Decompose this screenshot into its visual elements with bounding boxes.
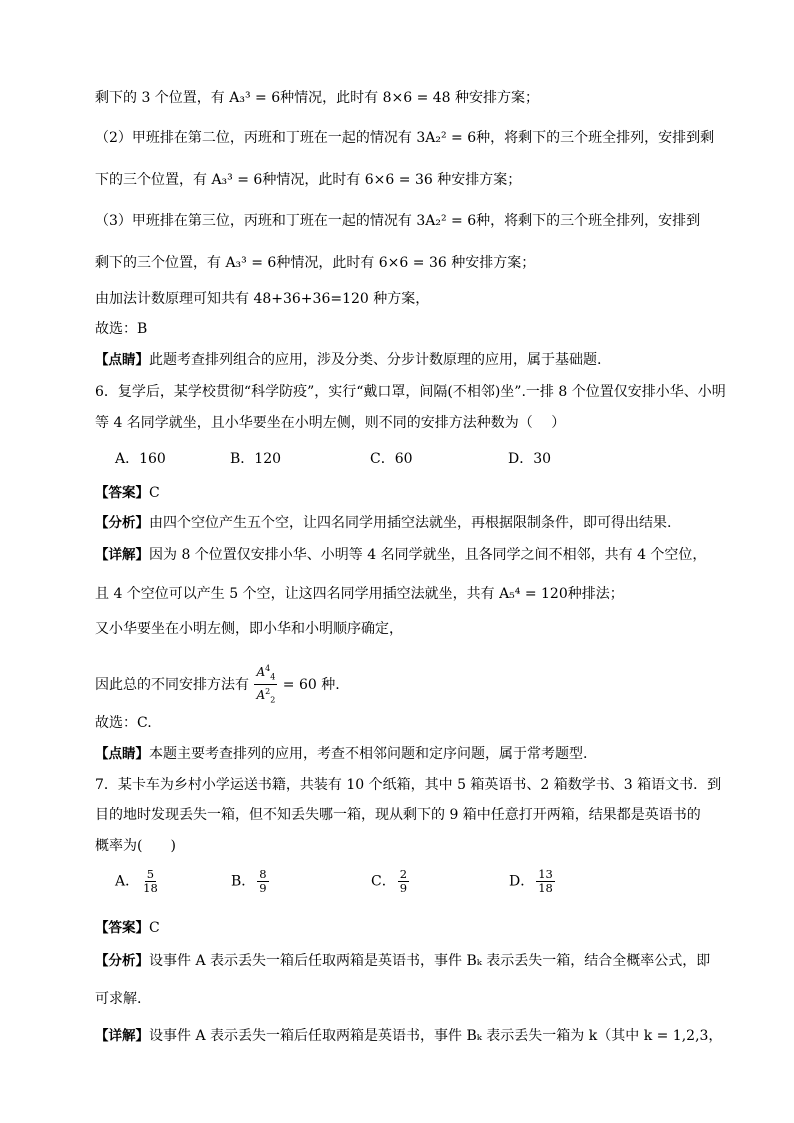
text-line: 下的三个位置，有 A₃³ = 6种情况，此时有 6×6 = 36 种安排方案； (95, 172, 522, 188)
fraction-denominator: 18 (538, 881, 553, 895)
detail-line: 又小华要坐在小明左侧，即小华和小明顺序确定， (95, 621, 403, 637)
fraction-a44-over-a22: $\frac{A^4_4}{A^2_2}$ (256, 664, 276, 705)
fraction-denominator: 9 (399, 881, 408, 895)
text-line: 由加法计数原理可知共有 48+36+36=120 种方案， (95, 291, 430, 307)
section-tag: 【分析】 (95, 515, 149, 531)
section-tag: 【分析】 (95, 953, 149, 969)
detail-line-fraction (95, 662, 754, 708)
text-line: 剩下的三个位置，有 A₃³ = 6种情况，此时有 6×6 = 36 种安排方案； (95, 255, 536, 271)
detail-text: = 60 种. (282, 676, 340, 693)
question-7-options (115, 868, 754, 902)
detail-text: 因此总的不同安排方法有 (95, 676, 249, 693)
answer-line (95, 483, 754, 503)
analysis-line (95, 951, 754, 971)
fraction-numerator: 8 (259, 867, 267, 881)
analysis-line: 可求解. (95, 991, 142, 1007)
fraction-numerator: 2 (399, 867, 408, 881)
option-c (371, 868, 411, 895)
tip-text: 此题考查排列组合的应用，涉及分类、分步计数原理的应用，属于基础题. (149, 352, 602, 368)
section-tag: 【点睛】 (95, 746, 149, 762)
section-tag: 【详解】 (95, 547, 149, 563)
analysis-text: 设事件 A 表示丢失一箱后任取两箱是英语书，事件 Bₖ 表示丢失一箱，结合全概率公式，即 (149, 953, 711, 969)
fraction-numerator: 5 (146, 867, 155, 881)
option-b: B．120 (230, 451, 282, 467)
fraction-numerator: 13 (538, 867, 553, 881)
option-b (231, 868, 271, 895)
question-7-line: 7．某卡车为乡村小学运送书籍，共装有 10 个纸箱，其中 5 箱英语书、2 箱数学书、3 箱语文书．到 (95, 777, 722, 793)
option-letter: D． (509, 873, 535, 890)
tip-line (95, 744, 754, 764)
detail-text: 因为 8 个位置仅安排小华、小明等 4 名同学就坐，且各同学之间不相邻，共有 4 个空位， (149, 547, 707, 563)
fraction-denominator: 9 (259, 881, 267, 895)
detail-line: 且 4 个空位可以产生 5 个空，让这四名同学用插空法就坐，共有 A₅⁴ = 120种排法； (95, 586, 624, 602)
analysis-text: 由四个空位产生五个空，让四名同学用插空法就坐，再根据限制条件，即可得出结果. (149, 515, 672, 531)
option-d: D．30 (508, 451, 552, 467)
option-c: C．60 (370, 451, 413, 467)
analysis-line (95, 513, 754, 533)
question-7-line: 概率为( ) (95, 838, 176, 854)
option-d (509, 868, 557, 895)
question-6-line: 6．复学后，某学校贯彻“科学防疫”，实行“戴口罩，间隔(不相邻)坐”.一排 8 个位置仅安排小华、小明 (95, 384, 726, 400)
question-7-line: 目的地时发现丢失一箱，但不知丢失哪一箱，现从剩下的 9 箱中任意打开两箱，结果都是英语书的 (95, 807, 701, 823)
text-line: （2）甲班排在第二位，丙班和丁班在一起的情况有 3A₂² = 6种，将剩下的三个班全排列，安排到剩 (95, 130, 715, 146)
option-a: A．160 (115, 451, 166, 467)
answer-text: C (149, 920, 160, 936)
question-6-line: 等 4 名同学就坐，且小华要坐在小明左侧，则不同的安排方法种数为（ ） (95, 415, 566, 431)
tip-line (95, 350, 754, 370)
section-tag: 【详解】 (95, 1028, 149, 1044)
answer-line (95, 918, 754, 938)
detail-text: 设事件 A 表示丢失一箱后任取两箱是英语书，事件 Bₖ 表示丢失一箱为 k（其中 k = 1,2,3， (149, 1028, 723, 1044)
text-line: 剩下的 3 个位置，有 A₃³ = 6种情况，此时有 8×6 = 48 种安排方案； (95, 90, 540, 106)
option-letter: A． (115, 873, 140, 890)
text-line: （3）甲班排在第三位，丙班和丁班在一起的情况有 3A₂² = 6种，将剩下的三个班全排列，安排到 (95, 213, 701, 229)
text-line: 故选：B (95, 321, 148, 337)
section-tag: 【答案】 (95, 920, 149, 936)
section-tag: 【答案】 (95, 485, 149, 501)
detail-line (95, 545, 754, 565)
detail-line (95, 1026, 754, 1046)
text-line: 故选：C. (95, 715, 152, 731)
option-letter: B． (231, 873, 256, 890)
fraction-denominator: 18 (143, 881, 158, 895)
option-letter: C． (371, 873, 396, 890)
tip-text: 本题主要考查排列的应用，考查不相邻问题和定序问题，属于常考题型. (149, 746, 588, 762)
option-a (115, 868, 162, 895)
section-tag: 【点睛】 (95, 352, 149, 368)
answer-text: C (149, 485, 160, 501)
